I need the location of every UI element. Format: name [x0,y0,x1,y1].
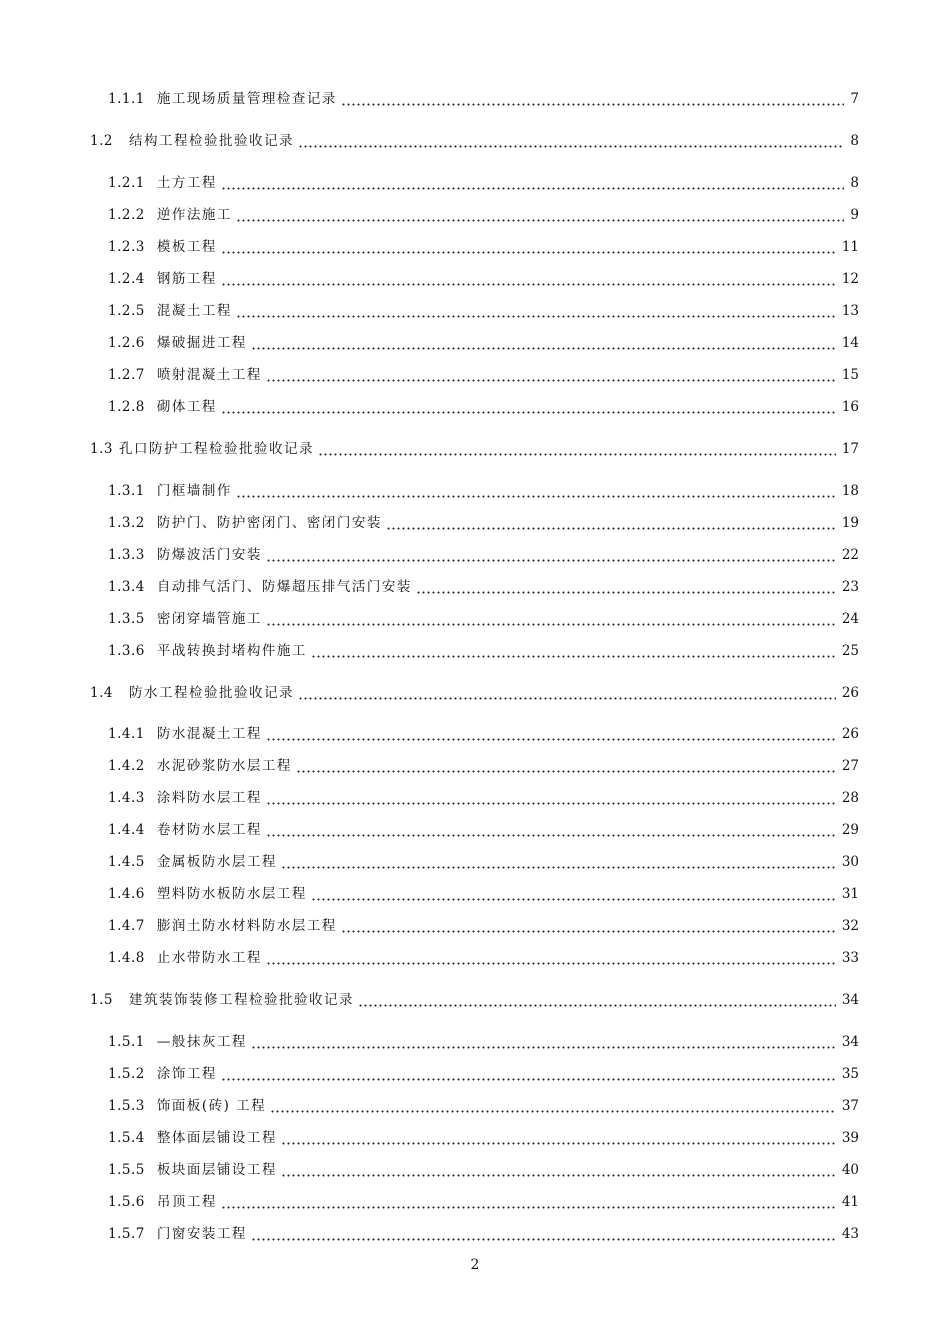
toc-entry-number: 1.3.2 [108,515,145,531]
toc-entry-title: 防爆波活门安装 [156,547,262,563]
toc-entry-page: 7 [850,91,859,107]
toc-entry[interactable] [108,512,859,534]
toc-entry-page: 26 [841,726,859,742]
toc-entry-page: 43 [841,1226,859,1242]
toc-entry[interactable] [90,989,859,1011]
toc-entry-title: 自动排气活门、防爆超压排气活门安装 [156,579,412,595]
toc-entry[interactable] [108,1127,859,1149]
toc-entry-title: 防水工程检验批验收记录 [128,685,294,701]
toc-entry-number: 1.5.3 [108,1098,145,1114]
toc-entry[interactable] [108,947,859,969]
toc-entry-page: 18 [841,483,859,499]
toc-entry-number: 1.4.8 [108,950,145,966]
toc-entry-number: 1.2.1 [108,175,145,191]
dot-leader [281,1174,836,1177]
dot-leader [251,1238,836,1241]
toc-entry-number: 1.2.4 [108,271,145,287]
dot-leader [251,347,836,350]
toc-entry[interactable] [108,1223,859,1245]
toc-entry-number: 1.3.4 [108,579,145,595]
toc-entry[interactable] [108,332,859,354]
toc-entry-page: 34 [841,1034,859,1050]
toc-entry-page: 41 [841,1194,859,1210]
dot-leader [221,283,836,286]
toc-entry-number: 1.5.7 [108,1226,145,1242]
toc-entry-title: 结构工程检验批验收记录 [128,133,294,149]
toc-entry-number: 1.5.1 [108,1034,145,1050]
toc-entry[interactable] [108,396,859,418]
toc-entry-number: 1.2.8 [108,399,145,415]
toc-entry-title: 爆破掘进工程 [156,335,247,351]
toc-entry[interactable] [108,1159,859,1181]
dot-leader [266,379,836,382]
dot-leader [221,1078,836,1081]
toc-entry-number: 1.2.3 [108,239,145,255]
dot-leader [221,411,836,414]
toc-entry-page: 25 [841,643,859,659]
toc-entry-number: 1.4.7 [108,918,145,934]
toc-entry-title: 饰面板(砖) 工程 [156,1098,267,1114]
dot-leader [281,866,836,869]
toc-entry[interactable] [108,1191,859,1213]
toc-entry-title: 逆作法施工 [156,207,232,223]
toc-entry[interactable] [108,1095,859,1117]
toc-entry-page: 27 [841,758,859,774]
toc-entry-page: 17 [841,441,859,457]
toc-entry[interactable] [108,576,859,598]
toc-entry-number: 1.5.4 [108,1130,145,1146]
dot-leader [266,559,836,562]
toc-entry-title: 涂料防水层工程 [156,790,262,806]
dot-leader [311,898,836,901]
dot-leader [341,930,836,933]
dot-leader [266,738,836,741]
toc-entry[interactable] [108,1031,859,1053]
toc-entry-page: 35 [841,1066,859,1082]
toc-entry-title: 防水混凝土工程 [156,726,262,742]
dot-leader [266,623,836,626]
toc-entry-title: 土方工程 [156,175,217,191]
toc-entry-number: 1.4 [90,685,113,701]
toc-entry-title: 塑料防水板防水层工程 [156,886,307,902]
dot-leader [221,251,836,254]
toc-entry-page: 33 [841,950,859,966]
toc-entry[interactable] [108,819,859,841]
toc-entry-page: 19 [841,515,859,531]
toc-entry[interactable] [108,88,859,110]
toc-entry-title: 涂饰工程 [156,1066,217,1082]
toc-entry-number: 1.2.7 [108,367,145,383]
toc-entry-number: 1.2.2 [108,207,145,223]
toc-entry-title: 门窗安装工程 [156,1226,247,1242]
toc-entry-title: 板块面层铺设工程 [156,1162,277,1178]
toc-entry-title: 砌体工程 [156,399,217,415]
dot-leader [281,1142,836,1145]
toc-entry-page: 11 [841,239,859,255]
dot-leader [221,1206,836,1209]
toc-entry-page: 8 [850,133,859,149]
toc-entry-number: 1.3.5 [108,611,145,627]
toc-entry[interactable] [108,480,859,502]
toc-entry[interactable] [90,438,859,460]
toc-entry-title: 建筑装饰装修工程检验批验收记录 [128,992,354,1008]
toc-entry-title: 密闭穿墙管施工 [156,611,262,627]
toc-entry-title: 平战转换封堵构件施工 [156,643,307,659]
dot-leader [318,453,836,456]
toc-entry-page: 15 [841,367,859,383]
dot-leader [296,770,836,773]
dot-leader [221,187,845,190]
dot-leader [270,1110,836,1113]
toc-entry-title: 整体面层铺设工程 [156,1130,277,1146]
toc-entry-number: 1.2.6 [108,335,145,351]
toc-entry[interactable] [108,640,859,662]
dot-leader [251,1046,836,1049]
toc-entry-title: 模板工程 [156,239,217,255]
toc-entry-number: 1.5.5 [108,1162,145,1178]
toc-entry-title: 门框墙制作 [156,483,232,499]
toc-entry-page: 34 [841,992,859,1008]
toc-entry[interactable] [108,364,859,386]
toc-entry-number: 1.2 [90,133,113,149]
toc-entry-page: 30 [841,854,859,870]
toc-entry-page: 12 [841,271,859,287]
toc-entry[interactable] [108,883,859,905]
toc-entry-page: 14 [841,335,859,351]
toc-entry-number: 1.5 [90,992,113,1008]
toc-entry[interactable] [108,268,859,290]
dot-leader [298,145,844,148]
dot-leader [236,495,836,498]
toc-entry-number: 1.4.3 [108,790,145,806]
toc-entry-number: 1.4.4 [108,822,145,838]
dot-leader [416,591,836,594]
toc-entry-title: 吊顶工程 [156,1194,217,1210]
toc-entry-title: 防护门、防护密闭门、密闭门安装 [156,515,382,531]
toc-entry-number: 1.4.1 [108,726,145,742]
toc-entry-title: 孔口防护工程检验批验收记录 [118,441,314,457]
toc-entry-title: 金属板防水层工程 [156,854,277,870]
toc-entry-title: 卷材防水层工程 [156,822,262,838]
toc-entry-page: 24 [841,611,859,627]
dot-leader [358,1004,836,1007]
toc-entry-number: 1.3.1 [108,483,145,499]
toc-entry-number: 1.3 [90,441,113,457]
toc-entry-number: 1.5.2 [108,1066,145,1082]
toc-entry-number: 1.2.5 [108,303,145,319]
toc-entry-page: 39 [841,1130,859,1146]
toc-entry-number: 1.3.6 [108,643,145,659]
toc-entry[interactable] [108,300,859,322]
toc-entry-page: 8 [850,175,859,191]
toc-entry[interactable] [108,172,859,194]
dot-leader [266,962,836,965]
toc-entry-title: 水泥砂浆防水层工程 [156,758,292,774]
toc-entry[interactable] [108,1063,859,1085]
toc-entry-title: 施工现场质量管理检查记录 [156,91,337,107]
toc-entry-number: 1.1.1 [108,91,145,107]
dot-leader [298,697,836,700]
dot-leader [266,834,836,837]
toc-entry-page: 29 [841,822,859,838]
toc-entry-page: 37 [841,1098,859,1114]
toc-entry[interactable] [108,755,859,777]
toc-entry[interactable] [90,682,859,704]
toc-entry[interactable] [90,130,859,152]
toc-entry-page: 28 [841,790,859,806]
toc-entry-page: 23 [841,579,859,595]
toc-entry[interactable] [108,236,859,258]
toc-entry-number: 1.4.6 [108,886,145,902]
dot-leader [311,655,836,658]
toc-entry[interactable] [108,204,859,226]
dot-leader [341,103,845,106]
toc-entry-number: 1.5.6 [108,1194,145,1210]
toc-entry-number: 1.4.5 [108,854,145,870]
toc-entry-page: 40 [841,1162,859,1178]
toc-entry[interactable] [108,723,859,745]
toc-entry-number: 1.3.3 [108,547,145,563]
toc-entry-title: 膨润土防水材料防水层工程 [156,918,337,934]
toc-entry-page: 32 [841,918,859,934]
toc-entry-page: 13 [841,303,859,319]
dot-leader [236,219,845,222]
toc-entry-page: 22 [841,547,859,563]
toc-entry-title: 喷射混凝土工程 [156,367,262,383]
toc-entry-title: 钢筋工程 [156,271,217,287]
toc-entry[interactable] [108,915,859,937]
toc-entry-title: 止水带防水工程 [156,950,262,966]
toc-entry-page: 16 [841,399,859,415]
toc-entry[interactable] [108,608,859,630]
page-number: 2 [470,1257,480,1273]
dot-leader [386,527,836,530]
dot-leader [236,315,836,318]
toc-entry-page: 26 [841,685,859,701]
toc-entry[interactable] [108,787,859,809]
toc-entry-page: 9 [850,207,859,223]
toc-entry-page: 31 [841,886,859,902]
dot-leader [266,802,836,805]
toc-entry[interactable] [108,544,859,566]
toc-entry-number: 1.4.2 [108,758,145,774]
toc-entry-title: —般抹灰工程 [156,1034,247,1050]
toc-entry[interactable] [108,851,859,873]
toc-entry-title: 混凝土工程 [156,303,232,319]
